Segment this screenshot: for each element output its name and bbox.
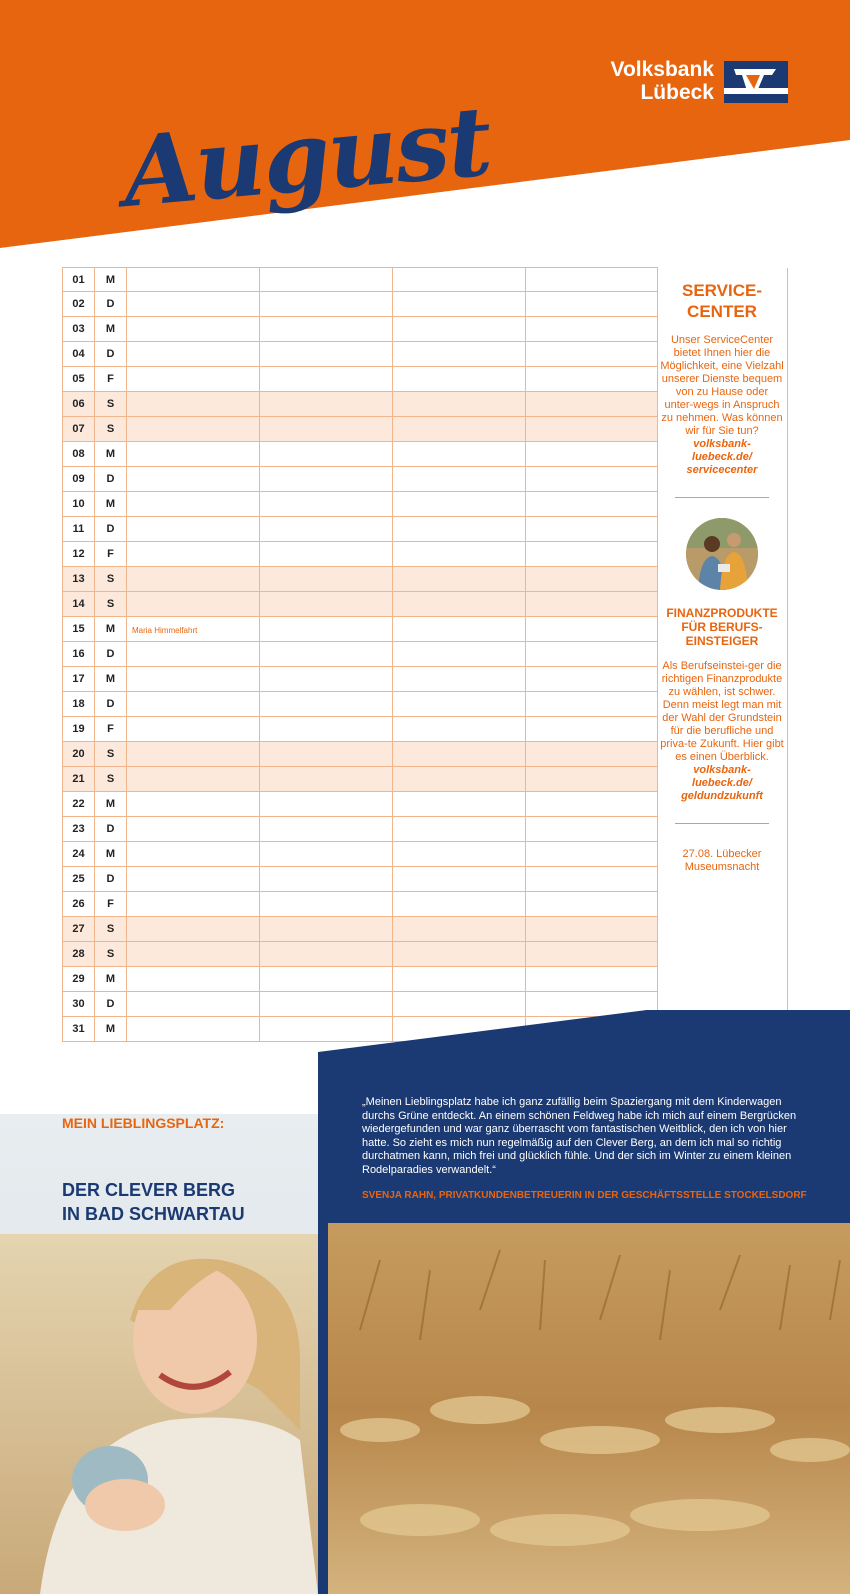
entry-cell[interactable]: [392, 392, 525, 416]
day-number: 26: [62, 892, 94, 916]
entry-cell[interactable]: [126, 567, 259, 591]
weekday-letter: M: [94, 1017, 126, 1041]
entry-cell[interactable]: [126, 667, 259, 691]
day-number: 09: [62, 467, 94, 491]
entry-cell[interactable]: [126, 642, 259, 666]
entry-cell[interactable]: [259, 842, 392, 866]
entry-cell[interactable]: [259, 417, 392, 441]
entry-cell[interactable]: [126, 392, 259, 416]
entry-cell[interactable]: [126, 767, 259, 791]
day-number: 24: [62, 842, 94, 866]
day-number: 13: [62, 567, 94, 591]
entry-cell[interactable]: [525, 692, 658, 716]
entry-cell[interactable]: [525, 667, 658, 691]
weekday-letter: M: [94, 442, 126, 466]
entry-cell[interactable]: [126, 417, 259, 441]
entry-cell[interactable]: [259, 317, 392, 341]
entry-cell[interactable]: [525, 817, 658, 841]
day-number: 11: [62, 517, 94, 541]
entry-cell[interactable]: [525, 867, 658, 891]
calendar-row: [62, 867, 658, 892]
entry-cell[interactable]: [525, 917, 658, 941]
entry-cell[interactable]: [392, 342, 525, 366]
weekday-letter: D: [94, 292, 126, 316]
entry-cell[interactable]: [126, 592, 259, 616]
entry-cell[interactable]: [259, 542, 392, 566]
calendar-row: [62, 542, 658, 567]
day-number: 15: [62, 617, 94, 641]
weekday-letter: S: [94, 592, 126, 616]
day-number: 22: [62, 792, 94, 816]
calendar-row: [62, 667, 658, 692]
entry-cell[interactable]: [126, 467, 259, 491]
day-number: 30: [62, 992, 94, 1016]
calendar-row: [62, 592, 658, 617]
entry-cell[interactable]: [259, 392, 392, 416]
day-number: 17: [62, 667, 94, 691]
entry-cell[interactable]: [126, 342, 259, 366]
entry-cell[interactable]: [126, 717, 259, 741]
weekday-letter: S: [94, 567, 126, 591]
holiday-note: Maria Himmelfahrt: [132, 626, 198, 635]
calendar-row: [62, 267, 658, 292]
day-number: 10: [62, 492, 94, 516]
calendar-grid: [62, 267, 658, 1042]
calendar-row: [62, 967, 658, 992]
brand-line2: Lübeck: [640, 81, 714, 104]
month-title: August: [118, 84, 495, 229]
entry-cell[interactable]: [126, 517, 259, 541]
entry-cell[interactable]: [259, 367, 392, 391]
entry-cell[interactable]: [259, 292, 392, 316]
entry-cell[interactable]: [259, 642, 392, 666]
entry-cell[interactable]: [525, 617, 658, 641]
day-number: 18: [62, 692, 94, 716]
weekday-letter: D: [94, 992, 126, 1016]
entry-cell[interactable]: [525, 542, 658, 566]
finanzprodukte-text: [660, 660, 784, 803]
calendar-row: [62, 367, 658, 392]
day-number: 31: [62, 1017, 94, 1041]
entry-cell[interactable]: [392, 917, 525, 941]
side-divider: [787, 268, 788, 1018]
entry-cell[interactable]: [392, 542, 525, 566]
entry-cell[interactable]: [525, 417, 658, 441]
entry-cell[interactable]: [392, 517, 525, 541]
entry-cell[interactable]: [259, 467, 392, 491]
calendar-row: [62, 717, 658, 742]
entry-cell[interactable]: [525, 392, 658, 416]
entry-cell[interactable]: [259, 268, 392, 291]
day-number: 27: [62, 917, 94, 941]
entry-cell[interactable]: [392, 367, 525, 391]
day-number: 12: [62, 542, 94, 566]
day-number: 01: [62, 268, 94, 291]
entry-cell[interactable]: [126, 792, 259, 816]
entry-cell[interactable]: [126, 367, 259, 391]
brand-name: [604, 58, 714, 104]
entry-cell[interactable]: [392, 567, 525, 591]
entry-cell[interactable]: [392, 692, 525, 716]
entry-cell[interactable]: [392, 592, 525, 616]
entry-cell[interactable]: [525, 517, 658, 541]
calendar-row: [62, 842, 658, 867]
weekday-letter: M: [94, 492, 126, 516]
entry-cell[interactable]: [525, 842, 658, 866]
quote-author: SVENJA RAHN, PRIVATKUNDENBETREUERIN IN DER GESCHÄFTSSTELLE STOCKELSDORF: [362, 1190, 807, 1201]
entry-cell[interactable]: [392, 867, 525, 891]
calendar-row: [62, 767, 658, 792]
entry-cell[interactable]: [259, 892, 392, 916]
entry-cell[interactable]: [126, 817, 259, 841]
entry-cell[interactable]: [392, 268, 525, 291]
entry-cell[interactable]: [126, 442, 259, 466]
calendar-row: [62, 492, 658, 517]
day-number: 25: [62, 867, 94, 891]
day-number: 19: [62, 717, 94, 741]
day-number: 06: [62, 392, 94, 416]
calendar-row: [62, 567, 658, 592]
entry-cell[interactable]: [259, 517, 392, 541]
weekday-letter: S: [94, 942, 126, 966]
entry-cell[interactable]: [126, 292, 259, 316]
entry-cell[interactable]: [392, 667, 525, 691]
calendar-row: [62, 317, 658, 342]
weekday-letter: S: [94, 392, 126, 416]
weekday-letter: D: [94, 342, 126, 366]
entry-cell[interactable]: [126, 842, 259, 866]
weekday-letter: D: [94, 867, 126, 891]
entry-cell[interactable]: [525, 742, 658, 766]
weekday-letter: F: [94, 367, 126, 391]
favorite-place-kicker: MEIN LIEBLINGSPLATZ:: [62, 1115, 225, 1131]
calendar-row: [62, 917, 658, 942]
weekday-letter: S: [94, 917, 126, 941]
entry-cell[interactable]: [126, 867, 259, 891]
weekday-letter: D: [94, 467, 126, 491]
entry-cell[interactable]: [392, 317, 525, 341]
day-number: 23: [62, 817, 94, 841]
entry-cell[interactable]: [525, 442, 658, 466]
weekday-letter: D: [94, 692, 126, 716]
weekday-letter: F: [94, 717, 126, 741]
day-number: 29: [62, 967, 94, 991]
weekday-letter: M: [94, 792, 126, 816]
entry-cell[interactable]: [259, 667, 392, 691]
weekday-letter: M: [94, 268, 126, 291]
entry-cell[interactable]: [525, 342, 658, 366]
entry-cell[interactable]: [392, 642, 525, 666]
entry-cell[interactable]: [259, 617, 392, 641]
calendar-row: [62, 892, 658, 917]
calendar-row: [62, 792, 658, 817]
calendar-row: [62, 392, 658, 417]
volksbank-logo-icon: [724, 61, 788, 103]
weekday-letter: M: [94, 667, 126, 691]
entry-cell[interactable]: [126, 967, 259, 991]
entry-cell[interactable]: [525, 767, 658, 791]
side-separator: [675, 497, 769, 498]
entry-cell[interactable]: [259, 792, 392, 816]
finanzprodukte-body: Als Berufseinstei-ger die richtigen Finanzprodukte zu wählen, ist schwer. Denn meist legt man mit der Wahl der Grundstein für die berufliche und priva-te Zukunft. Hier gibt es einen Überblick.: [660, 660, 784, 763]
weekday-letter: F: [94, 892, 126, 916]
entry-cell[interactable]: [392, 792, 525, 816]
entry-cell[interactable]: [392, 492, 525, 516]
entry-cell[interactable]: [126, 268, 259, 291]
finanzprodukte-title: FINANZPRODUKTE FÜR BERUFS- EINSTEIGER: [666, 606, 778, 648]
day-number: 03: [62, 317, 94, 341]
entry-cell[interactable]: [126, 492, 259, 516]
day-number: 02: [62, 292, 94, 316]
calendar-row: [62, 617, 658, 642]
entry-cell[interactable]: [126, 692, 259, 716]
servicecenter-title: SERVICE- CENTER: [682, 281, 762, 321]
calendar-row: [62, 467, 658, 492]
entry-cell[interactable]: [126, 317, 259, 341]
entry-cell[interactable]: [525, 717, 658, 741]
entry-cell[interactable]: [259, 917, 392, 941]
entry-cell[interactable]: [392, 942, 525, 966]
entry-cell[interactable]: [392, 292, 525, 316]
day-number: 05: [62, 367, 94, 391]
day-number: 14: [62, 592, 94, 616]
entry-cell[interactable]: [126, 917, 259, 941]
entry-cell[interactable]: [259, 817, 392, 841]
calendar-row: [62, 442, 658, 467]
entry-cell[interactable]: [259, 442, 392, 466]
calendar-row: [62, 692, 658, 717]
calendar-row: [62, 342, 658, 367]
calendar-row: [62, 517, 658, 542]
entry-cell[interactable]: [259, 767, 392, 791]
entry-cell[interactable]: [525, 317, 658, 341]
entry-cell[interactable]: [126, 617, 259, 641]
entry-cell[interactable]: [259, 342, 392, 366]
brand-line1: Volksbank: [610, 58, 714, 81]
weekday-letter: M: [94, 842, 126, 866]
entry-cell[interactable]: [392, 467, 525, 491]
entry-cell[interactable]: [126, 742, 259, 766]
calendar-row: [62, 942, 658, 967]
favorite-place-title: DER CLEVER BERG IN BAD SCHWARTAU: [62, 1180, 245, 1224]
entry-cell[interactable]: [525, 268, 658, 291]
calendar-row: [62, 817, 658, 842]
weekday-letter: M: [94, 967, 126, 991]
entry-cell[interactable]: [392, 617, 525, 641]
day-number: 08: [62, 442, 94, 466]
day-number: 07: [62, 417, 94, 441]
calendar-row: [62, 417, 658, 442]
entry-cell[interactable]: [259, 942, 392, 966]
entry-cell[interactable]: [525, 892, 658, 916]
entry-cell[interactable]: [525, 492, 658, 516]
servicecenter-text: [660, 334, 784, 477]
weekday-letter: S: [94, 767, 126, 791]
entry-cell[interactable]: [259, 717, 392, 741]
berufseinsteiger-photo: [686, 518, 758, 590]
entry-cell[interactable]: [392, 417, 525, 441]
event-note: 27.08. Lübecker Museumsnacht: [682, 848, 762, 873]
entry-cell[interactable]: [525, 967, 658, 991]
entry-cell[interactable]: [392, 817, 525, 841]
weekday-letter: S: [94, 742, 126, 766]
entry-cell[interactable]: [259, 867, 392, 891]
entry-cell[interactable]: [525, 792, 658, 816]
weekday-letter: S: [94, 417, 126, 441]
favorite-place-quote: „Meinen Lieblingsplatz habe ich ganz zufällig beim Spaziergang mit dem Kinderwagen durchs Grüne entdeckt. An einem schönen Feldweg habe ich mich auf einem Bergrücken wiedergefunden und war ganz überrascht vom fantastischen Weitblick, den ich von hier hatte. So zieht es mich nun regelmäßig auf den Clever Berg, an dem ich mal so richtig durchatmen kann, mich frei und glücklich fühle. Und der sich im Winter zu einem kleinen Rodelparadies verwandelt.“: [362, 1096, 797, 1176]
calendar-row: [62, 292, 658, 317]
side-separator-2: [675, 823, 769, 824]
entry-cell[interactable]: [525, 942, 658, 966]
day-number: 16: [62, 642, 94, 666]
side-panel: [660, 268, 784, 874]
weekday-letter: D: [94, 517, 126, 541]
entry-cell[interactable]: [259, 967, 392, 991]
entry-cell[interactable]: [525, 567, 658, 591]
entry-cell[interactable]: [392, 442, 525, 466]
entry-cell[interactable]: [392, 767, 525, 791]
entry-cell[interactable]: [126, 942, 259, 966]
entry-cell[interactable]: [525, 642, 658, 666]
entry-cell[interactable]: [525, 467, 658, 491]
entry-cell[interactable]: [259, 692, 392, 716]
entry-cell[interactable]: [259, 592, 392, 616]
weekday-letter: D: [94, 642, 126, 666]
entry-cell[interactable]: [259, 492, 392, 516]
weekday-letter: F: [94, 542, 126, 566]
entry-cell[interactable]: [525, 292, 658, 316]
calendar-row: [62, 742, 658, 767]
entry-cell[interactable]: [259, 567, 392, 591]
weekday-letter: D: [94, 817, 126, 841]
entry-cell[interactable]: [392, 742, 525, 766]
finanzprodukte-link[interactable]: volksbank- luebeck.de/ geldundzukunft: [681, 764, 763, 802]
entry-cell[interactable]: [392, 892, 525, 916]
entry-cell[interactable]: [126, 892, 259, 916]
entry-cell[interactable]: [392, 967, 525, 991]
entry-cell[interactable]: [259, 742, 392, 766]
day-number: 04: [62, 342, 94, 366]
day-number: 20: [62, 742, 94, 766]
entry-cell[interactable]: [126, 542, 259, 566]
entry-cell[interactable]: [525, 367, 658, 391]
entry-cell[interactable]: [392, 842, 525, 866]
entry-cell[interactable]: [525, 592, 658, 616]
day-number: 21: [62, 767, 94, 791]
entry-cell[interactable]: [392, 717, 525, 741]
weekday-letter: M: [94, 317, 126, 341]
day-number: 28: [62, 942, 94, 966]
servicecenter-body: Unser ServiceCenter bietet Ihnen hier die Möglichkeit, eine Vielzahl unserer Dienste bequem von zu Hause oder unter-wegs in Anspruch zu nehmen. Was können wir für Sie tun?: [660, 334, 784, 437]
servicecenter-link[interactable]: volksbank- luebeck.de/ servicecenter: [686, 438, 758, 476]
calendar-row: [62, 642, 658, 667]
weekday-letter: M: [94, 617, 126, 641]
